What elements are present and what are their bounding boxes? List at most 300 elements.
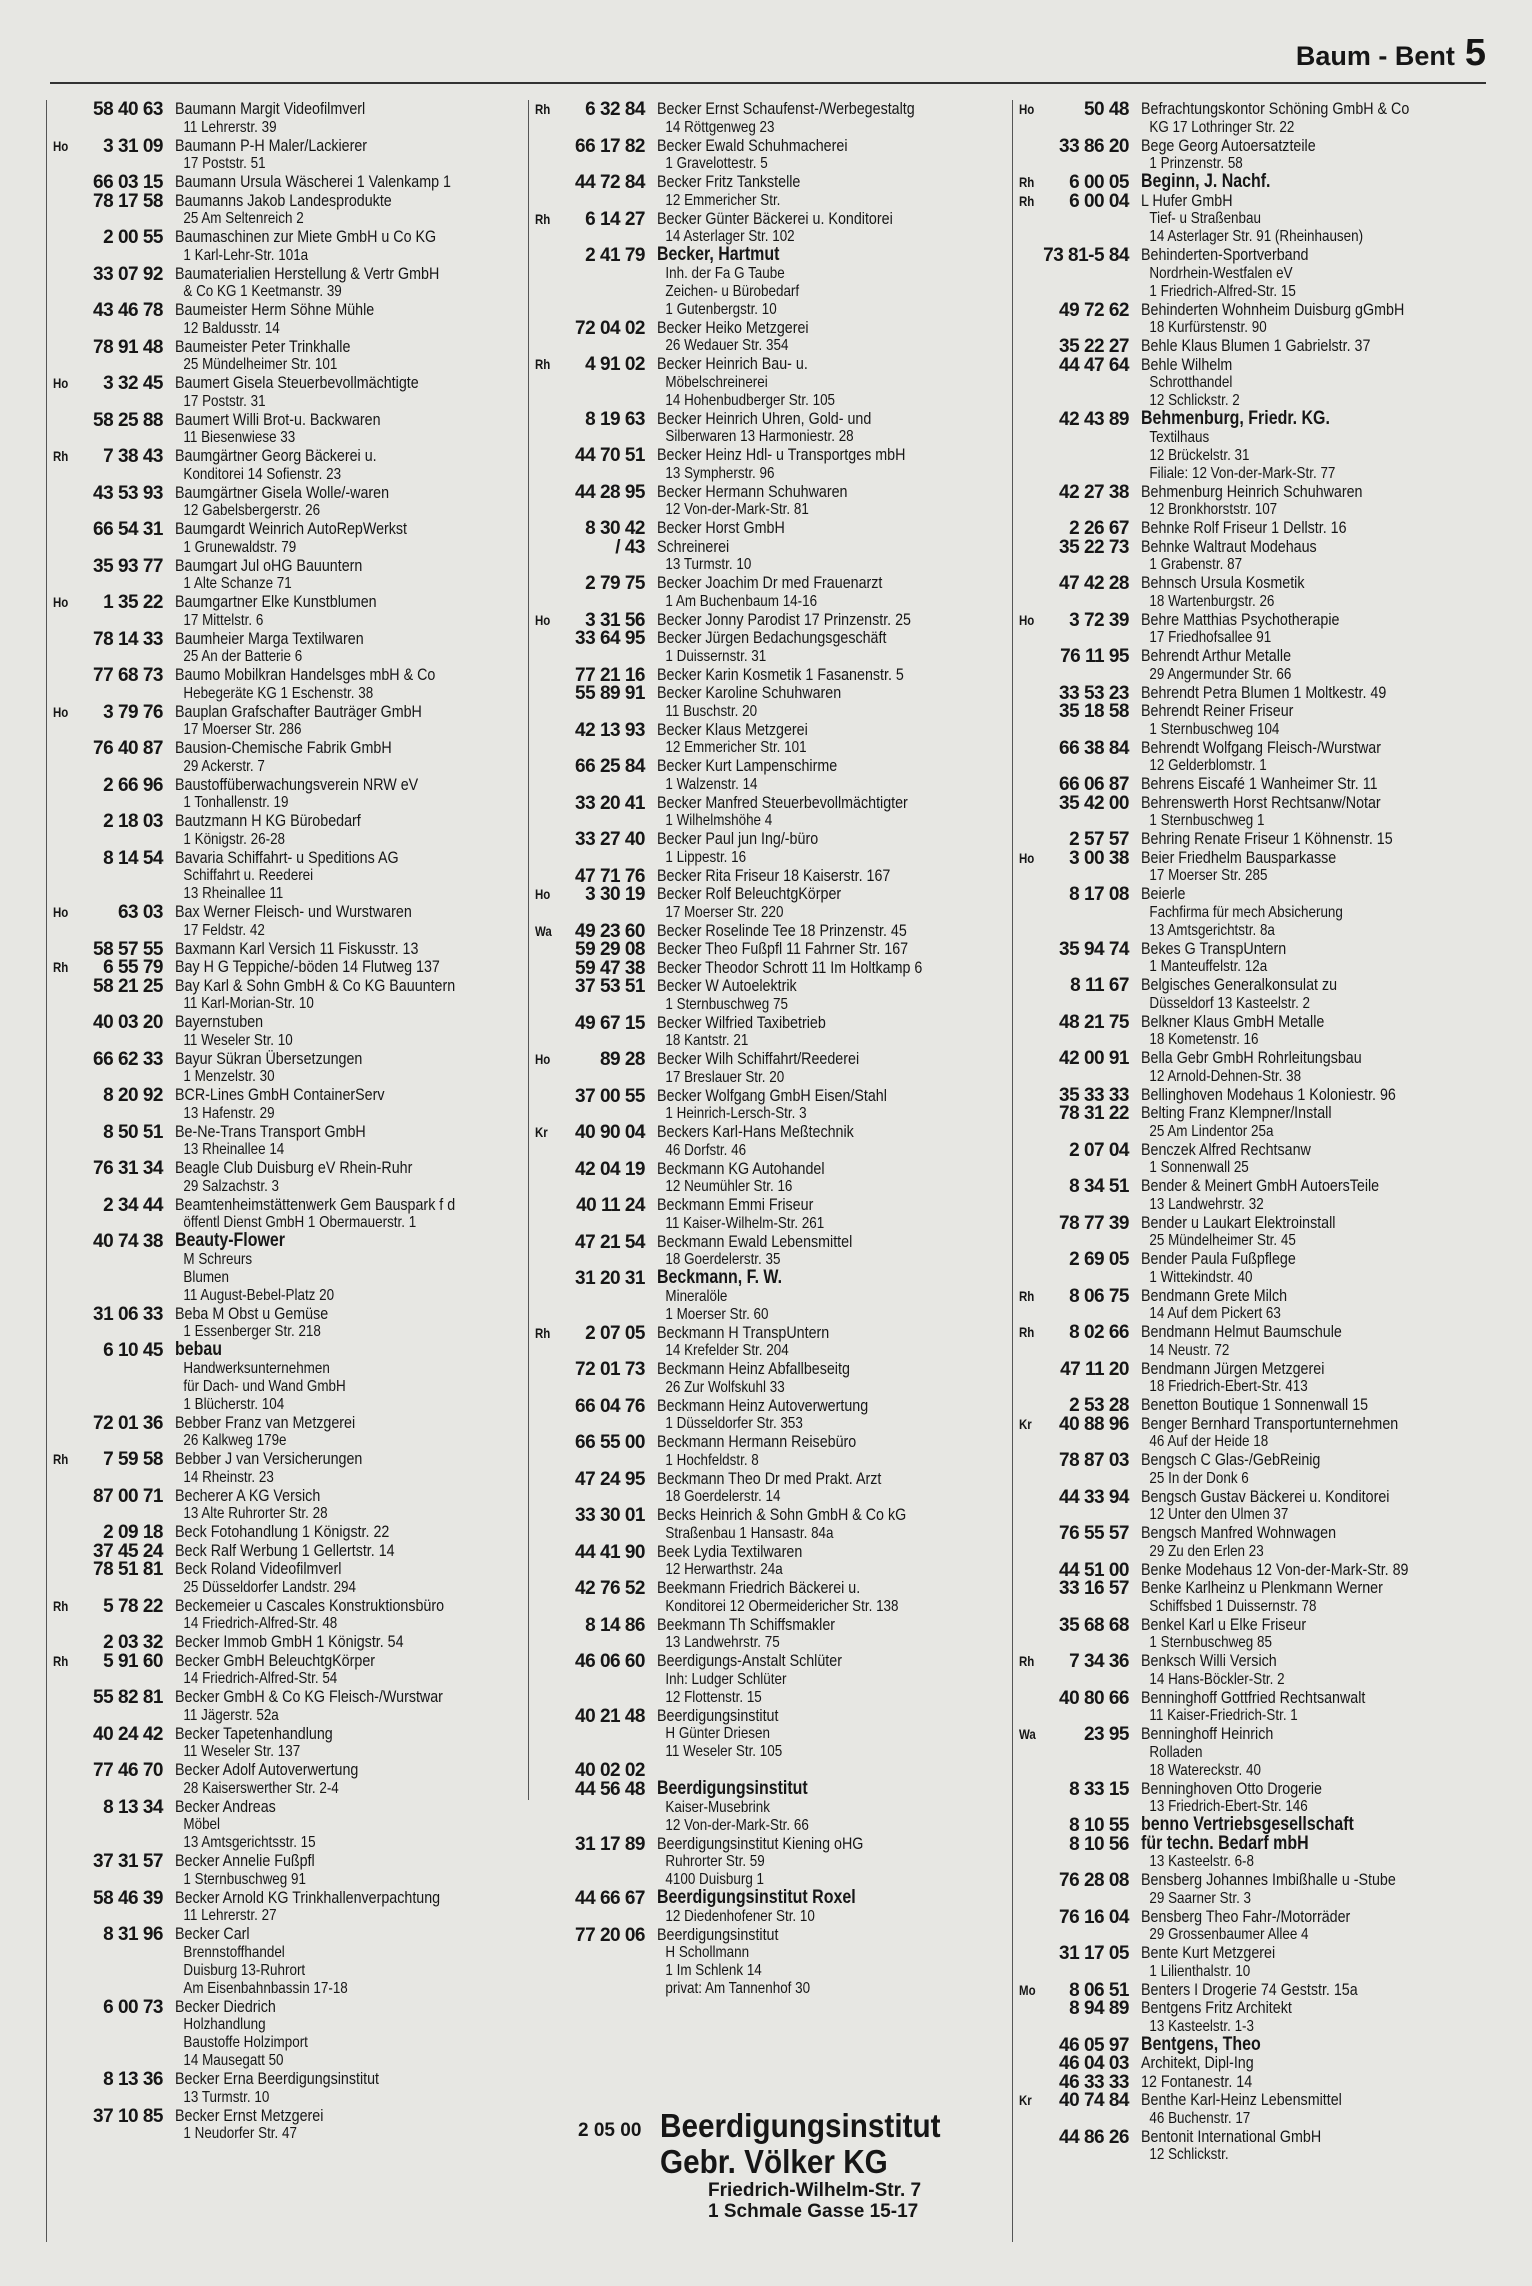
directory-entry: [529, 721, 1005, 758]
phone-number: 5 78 22: [103, 1595, 163, 1617]
entry-detail: 1 Moerser Str. 60: [665, 1305, 769, 1323]
phone-number: 66 38 84: [1059, 737, 1129, 759]
entry-detail: 13 Hafenstr. 29: [183, 1104, 275, 1122]
directory-entry: [1013, 246, 1493, 301]
entry-detail: 12 Bronkhorststr. 107: [1149, 501, 1278, 518]
entry-detail: 1 Gravelottestr. 5: [665, 155, 768, 172]
entry-detail: 29 Ackerstr. 7: [183, 757, 265, 775]
entry-detail: 18 Goerdelerstr. 35: [665, 1251, 781, 1268]
entry-name: Beierle: [1141, 884, 1186, 903]
directory-entry: [1013, 519, 1493, 538]
entry-detail: 29 Zu den Erlen 23: [1149, 1542, 1264, 1560]
entry-detail: 12 Gabelsbergerstr. 26: [183, 502, 321, 519]
entry-detail: 13 Friedrich-Ebert-Str. 146: [1149, 1798, 1308, 1815]
entry-detail: 11 Lehrerstr. 39: [183, 118, 277, 136]
entry-name: Beckmann Emmi Friseur: [657, 1195, 814, 1214]
phone-number: 44 56 48: [575, 1779, 645, 1800]
entry-detail: Inh: Ludger Schlüter: [665, 1670, 787, 1688]
directory-entry: [529, 1506, 1005, 1543]
district-prefix: Ho: [53, 594, 69, 610]
entry-name: Bengsch C Glas-/GebReinig: [1141, 1450, 1321, 1469]
phone-number: 63 03: [117, 902, 163, 923]
entry-name: Baumann P-H Maler/Lackierer: [175, 135, 368, 155]
entry-name: Baumaterialien Herstellung & Vertr GmbH: [175, 263, 440, 283]
phone-number: 3 31 09: [103, 135, 163, 157]
directory-entry: [529, 1196, 1005, 1233]
directory-entry: [529, 410, 1005, 447]
directory-entry: [1013, 794, 1493, 831]
district-prefix: Ho: [535, 1051, 551, 1067]
phone-number: 76 40 87: [93, 738, 163, 759]
entry-name: Schreinerei: [657, 536, 730, 556]
entry-detail: 1 Tonhallenstr. 19: [183, 794, 289, 811]
entry-name: Becker W Autoelektrik: [657, 976, 797, 995]
directory-entry: [1013, 173, 1493, 192]
entry-detail: 1 Hochfeldstr. 8: [665, 1451, 759, 1469]
entry-detail: 14 Mausegatt 50: [183, 2052, 284, 2069]
phone-number: 2 79 75: [585, 573, 645, 594]
phone-number: 47 11 20: [1060, 1358, 1129, 1380]
phone-number: 44 28 95: [575, 481, 645, 503]
phone-number: 31 06 33: [93, 1303, 163, 1325]
entry-detail: Nordrhein-Westfalen eV: [1149, 264, 1293, 282]
entry-name: Beckmann Theo Dr med Prakt. Arzt: [657, 1468, 882, 1488]
directory-entry: [47, 776, 515, 813]
entry-detail: 17 Moerser Str. 285: [1149, 867, 1268, 884]
entry-name: Becker Horst GmbH: [657, 518, 785, 537]
directory-entry: [47, 1560, 515, 1597]
directory-entry: [47, 1050, 515, 1087]
directory-entry: [47, 520, 515, 557]
entry-detail: Schiffahrt u. Reederei: [183, 867, 314, 884]
entry-name: 12 Fontanestr. 14: [1141, 2071, 1253, 2091]
phone-number: 2 26 67: [1069, 518, 1129, 539]
entry-detail: 1 Sonnenwall 25: [1149, 1159, 1249, 1176]
phone-number: 66 25 84: [575, 756, 645, 777]
district-prefix: Rh: [1019, 1287, 1035, 1304]
entry-detail: Handwerksunternehmen: [183, 1359, 330, 1377]
directory-entry: [47, 173, 515, 192]
directory-entry: [529, 922, 1005, 941]
phone-number: 2 07 04: [1069, 1139, 1129, 1161]
entry-detail: 46 Buchenstr. 17: [1149, 2109, 1251, 2127]
directory-entry: [47, 1305, 515, 1342]
directory-entry: [47, 903, 515, 940]
directory-entry: [1013, 2128, 1493, 2165]
phone-number: 2 00 55: [103, 227, 163, 248]
phone-number: 72 01 36: [93, 1412, 163, 1434]
entry-name: Benninghoff Gottfried Rechtsanwalt: [1141, 1687, 1366, 1707]
phone-number: 66 54 31: [93, 519, 163, 540]
directory-entry: [47, 1086, 515, 1123]
entry-name: Beekmann Th Schiffsmakler: [657, 1614, 836, 1634]
directory-entry: [1013, 538, 1493, 575]
entry-name: Baumgardt Weinrich AutoRepWerkst: [175, 519, 408, 538]
directory-entry: [1013, 192, 1493, 247]
entry-name: Becker Kurt Lampenschirme: [657, 756, 838, 775]
phone-number: 31 20 31: [575, 1268, 645, 1289]
directory-entry: [529, 1269, 1005, 1324]
phone-number: 35 42 00: [1059, 792, 1129, 814]
entry-name: Bella Gebr GmbH Rohrleitungsbau: [1141, 1048, 1362, 1067]
entry-name: Beekmann Friedrich Bäckerei u.: [657, 1578, 861, 1597]
directory-entry: [47, 1542, 515, 1561]
district-prefix: Kr: [1019, 1415, 1032, 1432]
entry-detail: 13 Rheinallee 11: [183, 885, 284, 902]
entry-name: benno Vertriebsgesellschaft: [1141, 1814, 1354, 1835]
directory-entry: [1013, 337, 1493, 356]
entry-name: Benke Modehaus 12 Von-der-Mark-Str. 89: [1141, 1559, 1409, 1579]
entry-detail: 29 Saarner Str. 3: [1149, 1889, 1252, 1907]
entry-detail: 25 Mündelheimer Str. 45: [1149, 1232, 1296, 1249]
entry-detail: 12 Von-der-Mark-Str. 81: [665, 501, 809, 518]
entry-name: Becker Hermann Schuhwaren: [657, 481, 848, 501]
district-prefix: Ho: [53, 375, 69, 391]
directory-entry: [47, 1688, 515, 1725]
entry-name: Behre Matthias Psychotherapie: [1141, 609, 1340, 629]
phone-number: 77 21 16: [575, 664, 645, 686]
phone-number: 77 68 73: [93, 665, 163, 686]
entry-name: Benetton Boutique 1 Sonnenwall 15: [1141, 1395, 1369, 1414]
directory-entry: [47, 1159, 515, 1196]
phone-number: 7 34 36: [1069, 1651, 1129, 1672]
district-prefix: Ho: [535, 611, 551, 628]
entry-detail: 14 Asterlager Str. 102: [665, 228, 795, 245]
advert-phone: 2 05 00: [578, 2120, 642, 2141]
entry-name: Bekes G TranspUntern: [1141, 938, 1287, 958]
entry-detail: Brennstoffhandel: [183, 1943, 285, 1961]
directory-entry: [47, 1196, 515, 1233]
directory-entry: [47, 940, 515, 959]
entry-name: Beckmann Ewald Lebensmittel: [657, 1231, 853, 1251]
directory-entry: [47, 1232, 515, 1305]
phone-number: 40 88 96: [1059, 1413, 1129, 1435]
entry-name: Behinderten-Sportverband: [1141, 245, 1309, 264]
phone-number: 8 33 15: [1069, 1778, 1129, 1800]
phone-number: 49 72 62: [1059, 299, 1129, 321]
entry-detail: 1 Sternbuschweg 85: [1149, 1634, 1272, 1651]
directory-entry: [1013, 849, 1493, 886]
phone-number: 8 94 89: [1069, 1998, 1129, 2019]
entry-name: Becker Ernst Schaufenst-/Werbegestaltg: [657, 99, 915, 118]
entry-name: Bender u Laukart Elektroinstall: [1141, 1212, 1336, 1232]
entry-detail: 11 Weseler Str. 105: [665, 1743, 783, 1760]
district-prefix: Mo: [1019, 1981, 1036, 1998]
phone-number: 66 03 15: [93, 172, 163, 193]
entry-name: Becker Heinrich Bau- u.: [657, 354, 808, 373]
entry-name: Bay Karl & Sohn GmbH & Co KG Bauuntern: [175, 975, 456, 995]
entry-name: Becker Adolf Autoverwertung: [175, 1760, 359, 1779]
phone-number: 8 10 55: [1069, 1815, 1129, 1836]
phone-number: 37 45 24: [93, 1540, 163, 1562]
entry-name: Bebber J van Versicherungen: [175, 1449, 363, 1468]
phone-number: 59 29 08: [575, 939, 645, 960]
entry-detail: 12 Emmericher Str. 101: [665, 739, 807, 756]
phone-number: 33 64 95: [575, 628, 645, 649]
entry-detail: Fachfirma für mech Absicherung: [1149, 903, 1343, 921]
phone-number: 3 00 38: [1069, 847, 1129, 869]
entry-detail: 12 Unter den Ulmen 37: [1149, 1506, 1289, 1523]
directory-entry: [47, 137, 515, 174]
entry-name: Bendmann Grete Milch: [1141, 1285, 1288, 1305]
phone-number: 78 77 39: [1059, 1212, 1129, 1234]
district-prefix: Rh: [1019, 1653, 1035, 1669]
entry-detail: Düsseldorf 13 Kasteelstr. 2: [1149, 994, 1311, 1012]
district-prefix: Rh: [535, 1324, 551, 1341]
entry-detail: Schiffsbed 1 Duissernstr. 78: [1149, 1597, 1317, 1615]
directory-entry: [1013, 1250, 1493, 1287]
directory-entry: [1013, 1013, 1493, 1050]
entry-detail: 13 Landwehrstr. 75: [665, 1634, 780, 1651]
entry-detail: Duisburg 13-Ruhrort: [183, 1961, 306, 1979]
phone-number: 8 02 66: [1069, 1322, 1129, 1343]
entry-detail: 1 Düsseldorfer Str. 353: [665, 1415, 803, 1432]
entry-detail: 13 Landwehrstr. 32: [1149, 1195, 1264, 1213]
entry-name: Baustoffüberwachungsverein NRW eV: [175, 774, 419, 794]
entry-detail: 1 Sternbuschweg 104: [1149, 720, 1280, 738]
entry-detail: 11 Lehrerstr. 27: [183, 1907, 277, 1924]
district-prefix: Rh: [535, 101, 551, 117]
directory-entry: [47, 958, 515, 977]
directory-entry: [1013, 1177, 1493, 1214]
phone-number: 6 00 73: [103, 1996, 163, 2018]
district-prefix: Ho: [535, 886, 551, 902]
phone-number: 78 31 22: [1059, 1103, 1129, 1124]
directory-entry: [47, 228, 515, 265]
directory-entry: [529, 538, 1005, 575]
entry-name: Beagle Club Duisburg eV Rhein-Ruhr: [175, 1158, 413, 1177]
entry-name: Becker Fritz Tankstelle: [657, 172, 801, 191]
phone-number: 35 18 58: [1059, 701, 1129, 722]
entry-detail: Baustoffe Holzimport: [183, 2034, 308, 2051]
phone-number: 40 74 38: [93, 1231, 163, 1252]
entry-name: Becker Wilh Schiffahrt/Reederei: [657, 1049, 860, 1068]
phone-number: 1 35 22: [103, 592, 163, 613]
phone-number: 76 31 34: [93, 1158, 163, 1179]
directory-entry: [529, 1835, 1005, 1890]
entry-detail: 1 Grabenstr. 87: [1149, 556, 1243, 573]
entry-name: Becker Wilfried Taxibetrieb: [657, 1012, 826, 1032]
phone-number: 5 91 60: [103, 1650, 163, 1672]
directory-entry: [47, 812, 515, 849]
entry-detail: 11 August-Bebel-Platz 20: [183, 1286, 335, 1304]
entry-name: Bausion-Chemische Fabrik GmbH: [175, 738, 392, 757]
directory-entry: [1013, 830, 1493, 849]
directory-entry: [1013, 1981, 1493, 2000]
entry-detail: 1 Alte Schanze 71: [183, 575, 292, 592]
phone-number: 40 11 24: [576, 1195, 645, 1216]
phone-number: 66 55 00: [575, 1432, 645, 1453]
entry-name: Bengsch Gustav Bäckerei u. Konditorei: [1141, 1486, 1390, 1506]
directory-entry: [529, 959, 1005, 978]
directory-entry: [529, 1889, 1005, 1926]
directory-entry: [1013, 611, 1493, 648]
entry-detail: 46 Dorfstr. 46: [665, 1141, 747, 1159]
directory-entry: [529, 1324, 1005, 1361]
directory-entry: [1013, 410, 1493, 483]
district-prefix: Ho: [1019, 611, 1035, 628]
district-prefix: Rh: [53, 959, 69, 975]
phone-number: 58 40 63: [93, 99, 163, 120]
district-prefix: Ho: [53, 703, 69, 720]
directory-entry: [1013, 301, 1493, 338]
entry-name: Becker Theo Fußpfl 11 Fahrner Str. 167: [657, 939, 909, 958]
entry-name: Beerdigungsinstitut: [657, 1778, 808, 1799]
phone-number: 6 00 05: [1069, 172, 1129, 193]
phone-number: 76 11 95: [1060, 646, 1129, 667]
phone-number: 66 17 82: [575, 135, 645, 157]
directory-entry: [47, 338, 515, 375]
entry-detail: 12 Schlickstr. 2: [1149, 392, 1240, 409]
directory-entry: [47, 977, 515, 1014]
entry-name: Becker GmbH & Co KG Fleisch-/Wurstwar: [175, 1687, 443, 1706]
directory-entry: [529, 1579, 1005, 1616]
directory-entry: [1013, 1488, 1493, 1525]
phone-number: 40 21 48: [575, 1705, 645, 1727]
entry-detail: 1 Walzenstr. 14: [665, 775, 758, 793]
phone-number: 35 68 68: [1059, 1614, 1129, 1636]
directory-entry: [1013, 483, 1493, 520]
column-2: [528, 99, 1005, 1997]
directory-entry: [47, 1725, 515, 1762]
entry-name: Beba M Obst u Gemüse: [175, 1303, 329, 1323]
entry-detail: 11 Weseler Str. 137: [183, 1743, 301, 1760]
entry-name: L Hufer GmbH: [1141, 190, 1233, 210]
directory-entry: [1013, 137, 1493, 174]
phone-number: 76 55 57: [1059, 1523, 1129, 1544]
entry-detail: 12 Neumühler Str. 16: [665, 1178, 793, 1195]
phone-number: 47 21 54: [575, 1231, 645, 1253]
entry-detail: 11 Kaiser-Friedrich-Str. 1: [1149, 1707, 1298, 1724]
entry-detail: Mineralöle: [665, 1287, 728, 1305]
phone-number: 37 53 51: [575, 976, 645, 997]
directory-entry: [529, 1397, 1005, 1434]
phone-number: 6 14 27: [585, 208, 645, 230]
entry-detail: Textilhaus: [1149, 428, 1210, 446]
entry-detail: 17 Moerser Str. 220: [665, 903, 784, 921]
entry-name: Belgisches Generalkonsulat zu: [1141, 975, 1338, 994]
entry-detail: H Schollmann: [665, 1944, 750, 1961]
directory-entry: [1013, 1524, 1493, 1561]
entry-name: Becker Rita Friseur 18 Kaiserstr. 167: [657, 865, 891, 885]
district-prefix: Rh: [53, 1652, 69, 1669]
entry-detail: 12 Emmericher Str.: [665, 191, 781, 209]
entry-detail: 1 Sternbuschweg 75: [665, 995, 788, 1013]
phone-number: 2 57 57: [1069, 829, 1129, 850]
phone-number: 8 06 75: [1069, 1285, 1129, 1307]
entry-detail: 18 Watereckstr. 40: [1149, 1761, 1261, 1779]
entry-detail: 17 Breslauer Str. 20: [665, 1068, 785, 1086]
entry-name: Beck Fotohandlung 1 Königstr. 22: [175, 1522, 390, 1541]
entry-detail: 1 Manteuffelstr. 12a: [1149, 958, 1268, 975]
phone-number: 6 32 84: [585, 99, 645, 120]
entry-name: Becker Heinrich Uhren, Gold- und: [657, 408, 872, 428]
phone-number: 43 53 93: [93, 482, 163, 504]
phone-number: 44 66 67: [575, 1888, 645, 1909]
directory-entry: [1013, 1908, 1493, 1945]
directory-entry: [47, 557, 515, 594]
entry-name: Bentgens Fritz Architekt: [1141, 1998, 1292, 2017]
entry-name: Bayernstuben: [175, 1012, 264, 1031]
directory-entry: [1013, 885, 1493, 940]
entry-name: Becker Erna Beerdigungsinstitut: [175, 2069, 380, 2088]
directory-entry: [47, 1523, 515, 1542]
entry-name: Becker Joachim Dr med Frauenarzt: [657, 573, 883, 592]
entry-detail: 14 Auf dem Pickert 63: [1149, 1305, 1281, 1322]
phone-number: 77 46 70: [93, 1760, 163, 1781]
phone-number: 8 50 51: [103, 1121, 163, 1143]
directory-entry: [1013, 976, 1493, 1013]
phone-number: 40 03 20: [93, 1012, 163, 1033]
phone-number: 40 80 66: [1059, 1687, 1129, 1709]
entry-name: Beerdigungsinstitut: [657, 1924, 779, 1944]
entry-name: Becker Annelie Fußpfl: [175, 1851, 315, 1870]
directory-entry: [47, 1013, 515, 1050]
phone-number: 76 28 08: [1059, 1870, 1129, 1891]
entry-name: Baumann Ursula Wäscherei 1 Valenkamp 1: [175, 172, 451, 191]
entry-detail: 12 Diedenhofener Str. 10: [665, 1907, 815, 1925]
advert-line-2: Gebr. Völker KG: [660, 2143, 888, 2180]
directory-entry: [1013, 1214, 1493, 1251]
entry-detail: 17 Poststr. 51: [183, 155, 266, 172]
phone-number: 58 21 25: [93, 975, 163, 997]
directory-entry: [529, 1707, 1005, 1762]
entry-name: Beerdigungsinstitut Roxel: [657, 1887, 856, 1908]
directory-entry: [529, 446, 1005, 483]
entry-name: Becker Carl: [175, 1924, 250, 1943]
directory-entry: [529, 867, 1005, 886]
phone-number: 78 14 33: [93, 628, 163, 650]
phone-number: 2 09 18: [103, 1522, 163, 1543]
advert-line-3: Friedrich-Wilhelm-Str. 7: [708, 2180, 922, 2201]
entry-name: Bender Paula Fußpflege: [1141, 1249, 1296, 1268]
entry-name: Bentgens, Theo: [1141, 2033, 1261, 2055]
entry-name: Bege Georg Autoersatzteile: [1141, 135, 1316, 155]
entry-name: Becker Paul jun Ing/-büro: [657, 829, 819, 848]
entry-detail: Kaiser-Musebrink: [665, 1798, 770, 1816]
directory-entry: [47, 593, 515, 630]
entry-name: Bente Kurt Metzgerei: [1141, 1943, 1276, 1962]
entry-name: Becker Manfred Steuerbevollmächtigter: [657, 792, 908, 812]
entry-name: Becks Heinrich & Sohn GmbH & Co kG: [657, 1505, 907, 1524]
directory-entry: [529, 757, 1005, 794]
directory-entry: [529, 629, 1005, 666]
directory-entry: [1013, 1652, 1493, 1689]
phone-number: 46 04 03: [1059, 2053, 1129, 2074]
entry-detail: 17 Mittelstr. 6: [183, 611, 264, 629]
phone-number: / 43: [615, 536, 645, 558]
directory-entry: [529, 210, 1005, 247]
entry-name: Benkel Karl u Elke Friseur: [1141, 1614, 1307, 1634]
entry-detail: 1 Gutenbergstr. 10: [665, 300, 777, 318]
entry-name: Benczek Alfred Rechtsanw: [1141, 1139, 1311, 1159]
district-prefix: Rh: [1019, 1324, 1035, 1340]
entry-detail: Rolladen: [1149, 1743, 1203, 1761]
phone-number: 55 89 91: [575, 683, 645, 704]
phone-number: 6 10 45: [103, 1340, 163, 1361]
entry-detail: 25 Düsseldorfer Landstr. 294: [183, 1578, 356, 1596]
entry-name: Becker Jürgen Bedachungsgeschäft: [657, 628, 887, 647]
entry-detail: 13 Kasteelstr. 6-8: [1149, 1853, 1254, 1870]
entry-name: Beek Lydia Textilwaren: [657, 1541, 803, 1561]
phone-number: 58 46 39: [93, 1887, 163, 1909]
entry-detail: 11 Jägerstr. 52a: [183, 1706, 279, 1724]
district-prefix: Rh: [535, 356, 551, 372]
entry-name: Beck Roland Videofilmverl: [175, 1559, 342, 1578]
entry-name: Baumgart Jul oHG Bauuntern: [175, 555, 363, 575]
entry-detail: 17 Feldstr. 42: [183, 921, 265, 939]
phone-number: 46 33 33: [1059, 2071, 1129, 2093]
